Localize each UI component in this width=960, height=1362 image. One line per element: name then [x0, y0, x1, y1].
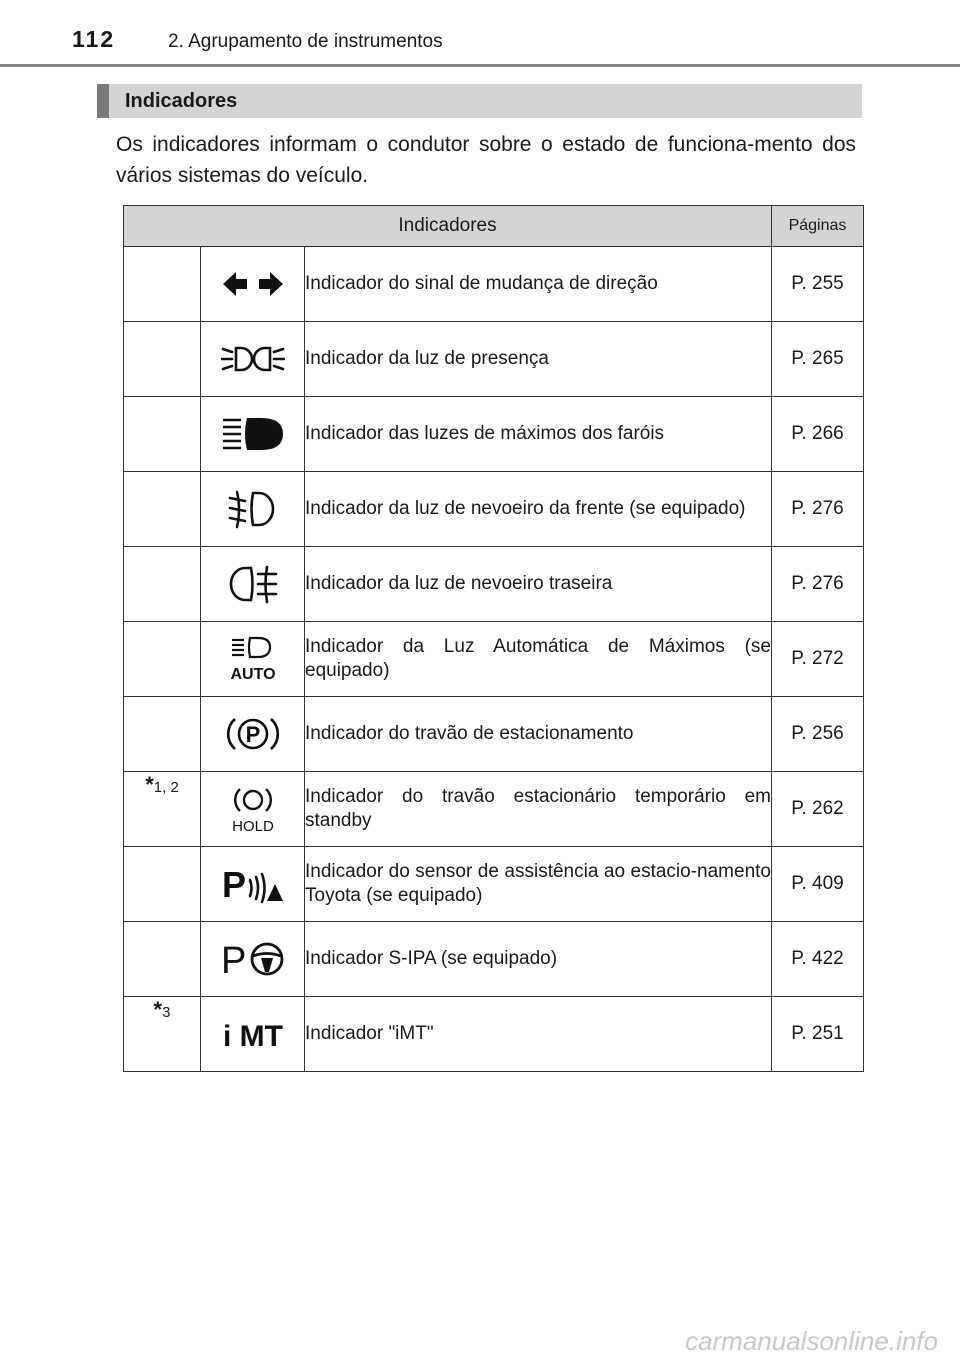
row-label: Indicador do sensor de assistência ao estacio-namento Toyota (se equipado)	[305, 847, 772, 922]
imt-label: i MT	[222, 1020, 283, 1051]
row-page-ref: P. 262	[772, 772, 864, 847]
row-mark	[124, 547, 201, 622]
row-icon-cell	[201, 997, 305, 1072]
row-mark	[124, 397, 201, 472]
row-label: Indicador da luz de nevoeiro traseira	[305, 547, 772, 622]
rear-fog-light-icon	[227, 564, 279, 604]
table-row	[124, 622, 864, 697]
row-label: Indicador "iMT"	[305, 997, 772, 1072]
row-label: Indicador da Luz Automática de Máximos (se equipado)	[305, 622, 772, 697]
row-mark	[124, 322, 201, 397]
row-page-ref: P. 255	[772, 247, 864, 322]
header-indicators: Indicadores	[124, 206, 772, 247]
row-mark	[124, 697, 201, 772]
table-row	[124, 247, 864, 322]
table-row	[124, 997, 864, 1072]
row-icon-cell	[201, 247, 305, 322]
auto-high-beam-icon	[228, 636, 278, 682]
row-label: Indicador da luz de presença	[305, 322, 772, 397]
table-row	[124, 397, 864, 472]
row-mark	[124, 922, 201, 997]
section-heading-bar	[97, 84, 862, 118]
high-beam-icon	[221, 416, 285, 452]
watermark: carmanualsonline.info	[685, 1326, 938, 1356]
row-icon-cell	[201, 322, 305, 397]
row-page-ref: P. 276	[772, 547, 864, 622]
s-ipa-p-label: P	[220, 940, 246, 979]
row-page-ref: P. 256	[772, 697, 864, 772]
chapter-title: 2. Agrupamento de instrumentos	[168, 31, 443, 52]
row-mark	[124, 622, 201, 697]
row-icon-cell	[201, 622, 305, 697]
row-mark	[124, 247, 201, 322]
row-label: Indicador do travão de estacionamento	[305, 697, 772, 772]
row-page-ref: P. 276	[772, 472, 864, 547]
table-header-row	[124, 206, 864, 247]
row-mark	[124, 472, 201, 547]
row-label: Indicador do travão estacionário temporário em standby	[305, 772, 772, 847]
table-row	[124, 547, 864, 622]
brake-hold-icon	[228, 784, 278, 834]
table-row	[124, 472, 864, 547]
parking-assist-sensor-icon	[222, 864, 284, 904]
row-page-ref: P. 409	[772, 847, 864, 922]
section-title: Indicadores	[125, 90, 238, 112]
hold-label: HOLD	[231, 818, 274, 834]
table-row	[124, 772, 864, 847]
row-footnote-mark: 1, 2	[153, 779, 179, 796]
turn-signal-arrows-icon	[221, 269, 285, 299]
table-row	[124, 697, 864, 772]
row-label: Indicador da luz de nevoeiro da frente (se equipado)	[305, 472, 772, 547]
tail-light-icon	[221, 343, 285, 375]
parking-brake-icon	[226, 713, 280, 755]
row-label: Indicador S-IPA (se equipado)	[305, 922, 772, 997]
asterisk-icon: *	[145, 772, 154, 797]
front-fog-light-icon	[227, 489, 279, 529]
auto-label: AUTO	[229, 666, 276, 682]
intro-paragraph: Os indicadores informam o condutor sobre o estado de funciona-mento dos vários sistemas do veículo.	[116, 133, 856, 187]
row-footnote-mark: 3	[162, 1004, 171, 1021]
row-icon-cell	[201, 472, 305, 547]
table-row	[124, 847, 864, 922]
header-rule	[0, 64, 960, 67]
row-page-ref: P. 265	[772, 322, 864, 397]
header-pages: Páginas	[772, 206, 864, 247]
s-ipa-icon	[221, 939, 285, 979]
row-page-ref: P. 251	[772, 997, 864, 1072]
asterisk-icon: *	[153, 997, 163, 1022]
row-page-ref: P. 266	[772, 397, 864, 472]
row-icon-cell	[201, 847, 305, 922]
parking-p-label: P	[245, 722, 260, 747]
table-row	[124, 922, 864, 997]
page-number: 112	[72, 26, 116, 52]
row-label: Indicador das luzes de máximos dos faróis	[305, 397, 772, 472]
row-label: Indicador do sinal de mudança de direção	[305, 247, 772, 322]
row-mark	[124, 847, 201, 922]
row-icon-cell	[201, 697, 305, 772]
imt-icon	[220, 1017, 286, 1051]
row-icon-cell	[201, 772, 305, 847]
row-page-ref: P. 422	[772, 922, 864, 997]
row-icon-cell	[201, 397, 305, 472]
table-row	[124, 322, 864, 397]
indicators-table	[123, 205, 864, 1072]
row-icon-cell	[201, 922, 305, 997]
row-mark	[124, 997, 201, 1072]
sensor-p-label: P	[221, 864, 246, 904]
row-mark	[124, 772, 201, 847]
row-icon-cell	[201, 547, 305, 622]
row-page-ref: P. 272	[772, 622, 864, 697]
